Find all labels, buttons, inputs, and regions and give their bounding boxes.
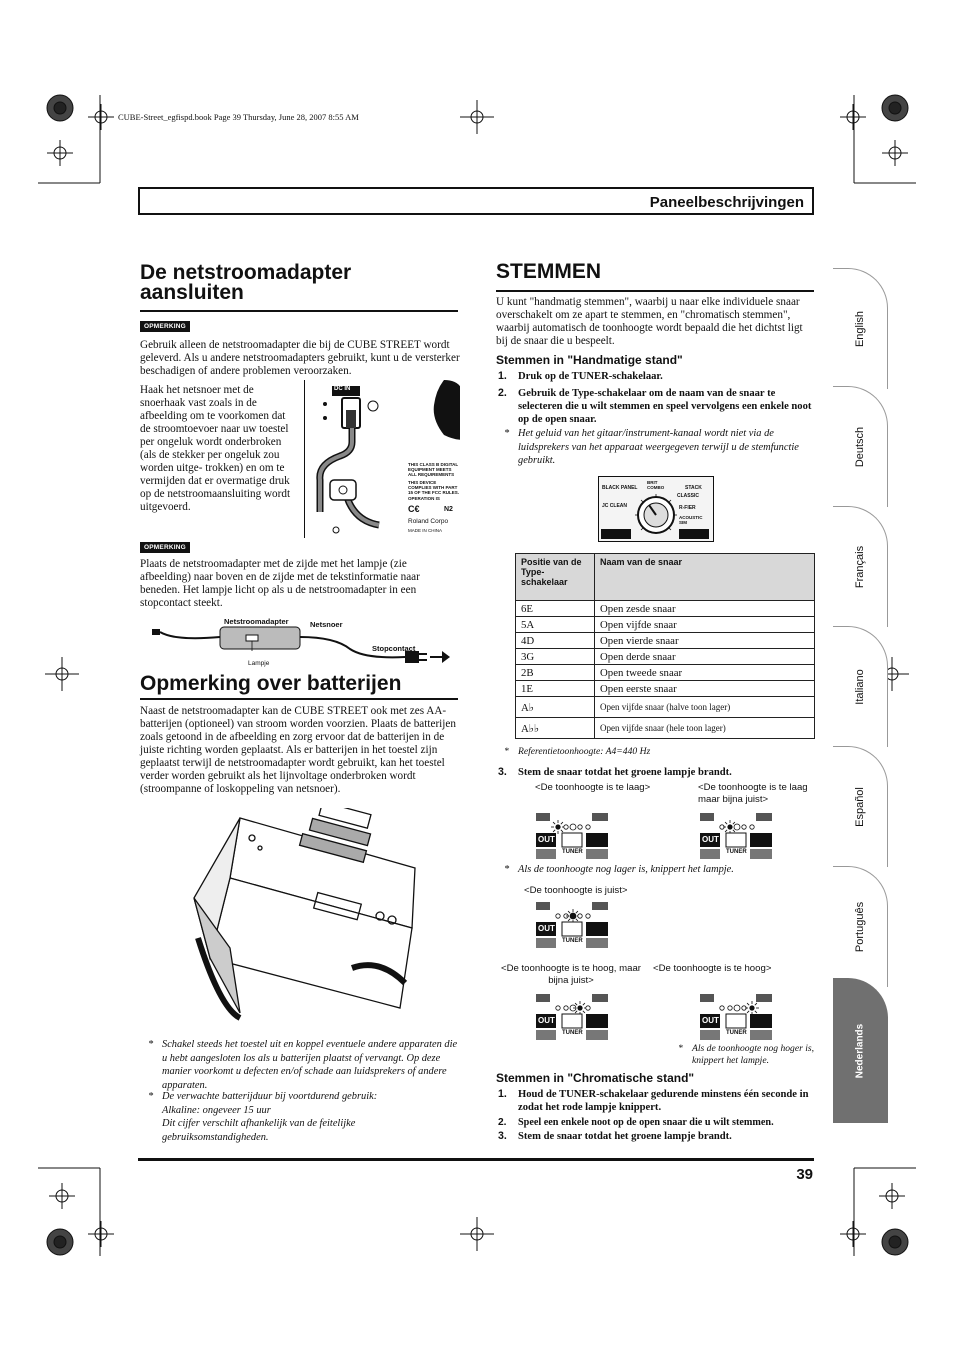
amp-battery-illustration — [180, 808, 435, 1030]
footer-rule — [138, 1158, 814, 1161]
table-row: 6E Open zesde snaar — [516, 601, 815, 617]
string-table — [515, 553, 815, 739]
header-position: Positie van de Type-schakelaar — [516, 554, 595, 601]
panel-made-in: MADE IN CHINA — [408, 528, 443, 533]
section-title-adapter: De netstroomadapter aansluiten — [140, 263, 458, 312]
table-row: 3G Open derde snaar — [516, 649, 815, 665]
tuner-out-label: OUT — [538, 924, 555, 933]
tuner-out-label: OUT — [538, 835, 555, 844]
caption-pitch-slightly-high: <De toonhoogte is te hoog, maar bijna juist> — [500, 963, 641, 986]
chromatic-step-1: 1. Houd de TUNER-schakelaar gedurende minstens één seconde in zodat het rode lampje knippert. — [498, 1088, 809, 1113]
chromatic-mode-title: Stemmen in "Chromatische stand" — [496, 1071, 695, 1085]
knob-brit-combo: BRIT COMBO — [647, 480, 665, 490]
adapter-illustration — [150, 615, 450, 671]
reference-pitch-note: * Referentietoonhoogte: A4=440 Hz — [504, 746, 651, 757]
amp-svg — [180, 808, 435, 1030]
caption-pitch-high: <De toonhoogte is te hoog> — [653, 963, 772, 974]
panel-n2: N2 — [444, 506, 453, 513]
type-knob-illustration — [598, 476, 714, 542]
tab-espanol[interactable]: Español — [833, 746, 888, 867]
tuning-intro: U kunt "handmatig stemmen", waarbij u naar elke individuele snaar overschakelt om ze apart te stemmen, en "chromatisch stemmen", waarbij automatisch de toonhoogte wordt bepaald die het dichtst ligt bij de snaar die u bespeelt. — [496, 296, 803, 347]
manual-step-3: 3. Stem de snaar totdat het groene lampje brandt. — [498, 766, 732, 778]
label-cord: Netsnoer — [310, 620, 343, 629]
knob-stack: STACK — [685, 485, 702, 491]
page-header — [138, 187, 814, 215]
tuner-panel-low — [536, 813, 608, 859]
manual-note: * Het geluid van het gitaar/instrument-kanaal wordt niet via de luidsprekers van het apparaat weergegeven terwijl u de stemfunctie gebruikt. — [504, 428, 799, 466]
table-row: 4D Open vierde snaar — [516, 633, 815, 649]
panel-compliance-text-1: THIS CLASS B DIGITAL EQUIPMENT MEETS ALL REQUIREMENTS — [408, 462, 459, 478]
page-number: 39 — [796, 1166, 813, 1183]
knob-acoustic-sim: ACOUSTIC SIM — [679, 515, 703, 525]
tuner-label: TUNER — [726, 1030, 747, 1036]
panel-compliance-text-2: THIS DEVICE COMPLIES WITH PART 15 OF THE FCC RULES. OPERATION IS — [408, 480, 460, 500]
caption-pitch-slightly-low: <De toonhoogte is te laag maar bijna juist> — [698, 782, 808, 805]
tab-francais[interactable]: Français — [833, 506, 888, 627]
table-row: 5A Open vijfde snaar — [516, 617, 815, 633]
tab-italiano[interactable]: Italiano — [833, 626, 888, 747]
tuner-label: TUNER — [726, 849, 747, 855]
section-title-batteries: Opmerking over batterijen — [140, 674, 458, 700]
knob-jc-clean: JC CLEAN — [602, 503, 628, 509]
blink-low-note: * Als de toonhoogte nog lager is, knippert het lampje. — [504, 864, 734, 875]
table-row: 1E Open eerste snaar — [516, 681, 815, 697]
tuner-panel-high — [700, 994, 772, 1040]
tuner-label: TUNER — [562, 849, 583, 855]
tuner-out-label: OUT — [538, 1016, 555, 1025]
adapter-note-text: Gebruik alleen de netstroomadapter die bij de CUBE STREET wordt geleverd. Als u andere netstroomadapters gebruikt, kunt u de versterker beschadigen of andere problemen veroorzaken. — [140, 339, 460, 377]
header-title: Paneelbeschrijvingen — [649, 194, 804, 211]
cord-hook-text: Haak het netsnoer met de snoerhaak vast zoals in de afbeelding om te voorkomen dat de stroomtoevoer naar uw toestel per ongeluk wordt onderbroken (als de stekker per ongeluk zou worden uitge- trokken) en om te vermijden dat er overmatige druk op de netstroomaansluiting wordt uitgevoerd. — [140, 384, 291, 513]
label-outlet: Stopcontact — [372, 644, 416, 653]
tuner-panel-slightly-high — [536, 994, 608, 1040]
dc-in-label: DC IN — [334, 386, 351, 392]
adapter-svg — [150, 615, 450, 671]
chromatic-step-2: 2. Speel een enkele noot op de open snaar die u wilt stemmen. — [498, 1117, 774, 1128]
note-badge: OPMERKING — [140, 321, 190, 332]
file-info-line: CUBE-Street_egfispd.book Page 39 Thursday, June 28, 2007 8:55 AM — [118, 112, 359, 122]
caption-pitch-low: <De toonhoogte is te laag> — [535, 782, 651, 793]
label-lamp: Lampje — [248, 660, 270, 667]
label-adapter: Netstroomadapter — [224, 617, 289, 626]
table-row: 2B Open tweede snaar — [516, 665, 815, 681]
knob-classic: CLASSIC — [677, 493, 699, 499]
note-badge-2: OPMERKING — [140, 542, 190, 553]
battery-footnote-1: * Schakel steeds het toestel uit en koppel eventuele andere apparaten die u hebt aangesloten los als u batterijen plaatst of vervangt. Op deze manier voorkomt u defecten en/of schade aan luidsprekers of andere apparaten. — [148, 1039, 458, 1091]
panel-brand: Roland Corpo — [408, 518, 449, 525]
rear-panel-illustration — [304, 380, 460, 538]
tuner-panel-correct — [536, 902, 608, 948]
tuner-label: TUNER — [562, 938, 583, 944]
tab-english[interactable]: English — [833, 268, 888, 389]
caption-pitch-correct: <De toonhoogte is juist> — [524, 885, 628, 896]
tab-nederlands[interactable]: Nederlands — [833, 978, 888, 1123]
blink-high-note: * Als de toonhoogte nog hoger is, knippert het lampje. — [678, 1043, 815, 1066]
knob-black-panel: BLACK PANEL — [602, 485, 638, 491]
ce-mark: C€ — [408, 504, 420, 514]
manual-mode-title: Stemmen in "Handmatige stand" — [496, 353, 683, 367]
manual-step-2: 2. Gebruik de Type-schakelaar om de naam van de snaar te selecteren die u wilt stemmen en speel vervolgens een enkele noot op de open snaar. — [498, 387, 812, 425]
tuner-out-label: OUT — [702, 1016, 719, 1025]
table-row: A♭ Open vijfde snaar (halve toon lager) — [516, 697, 815, 718]
tuner-label: TUNER — [562, 1030, 583, 1036]
batteries-text: Naast de netstroomadapter kan de CUBE STREET ook met zes AA-batterijen (optioneel) van stroom worden voorzien. Plaats de batterijen zoals getoond in de afbeelding en zorg ervoor dat de batterijen in de juiste richting worden geplaatst. Als er batterijen in het toestel zijn geplaatst terwijl de netstroomadapter wordt gebruikt, kan het toestel verder worden gebruikt als het lijnvoltage onderbroken wordt (stroompanne of loskoppeling van netsnoer). — [140, 705, 456, 795]
battery-footnote-2: * De verwachte batterijduur bij voortdurend gebruik: Alkaline: ongeveer 15 uur Dit cijfer verschilt afhankelijk van de feitelijke gebruiksomstandigheden. — [148, 1091, 378, 1143]
rear-panel-svg — [304, 380, 460, 538]
tuner-out-label: OUT — [702, 835, 719, 844]
table-row: A♭♭ Open vijfde snaar (hele toon lager) — [516, 718, 815, 739]
tab-deutsch[interactable]: Deutsch — [833, 386, 888, 507]
section-title-tuning: STEMMEN — [496, 260, 814, 292]
manual-step-1: 1. Druk op de TUNER-schakelaar. — [498, 370, 663, 382]
tuner-panel-slightly-low — [700, 813, 772, 859]
string-table-header — [516, 554, 815, 601]
knob-r-fier: R-FIER — [679, 505, 696, 511]
header-string-name: Naam van de snaar — [595, 554, 815, 601]
adapter-orientation-text: Plaats de netstroomadapter met de zijde met het lampje (zie afbeelding) naar boven en de zijde met de tekstinformatie naar beneden. Het lampje licht op als u de netstroomadapter in een stopcontact steekt. — [140, 558, 420, 609]
chromatic-step-3: 3. Stem de snaar totdat het groene lampje brandt. — [498, 1130, 732, 1142]
tab-portugues[interactable]: Português — [833, 866, 888, 987]
